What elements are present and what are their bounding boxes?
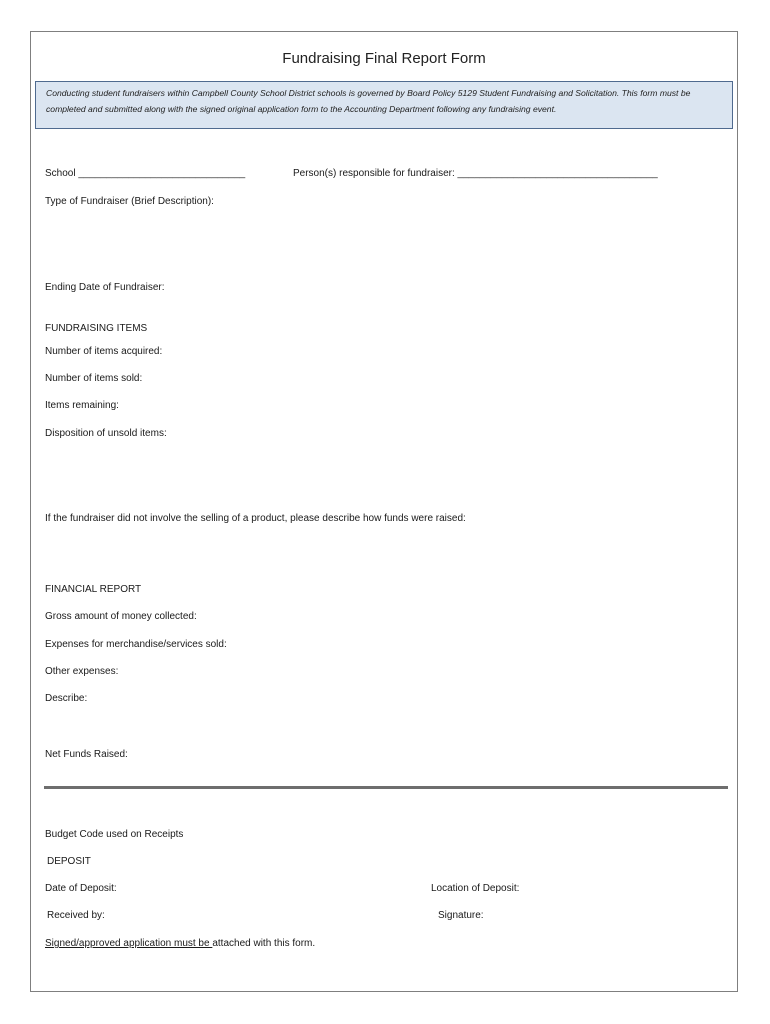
deposit-location-field[interactable]: Location of Deposit: (431, 883, 520, 894)
deposit-heading: DEPOSIT (47, 856, 91, 867)
section-divider (44, 786, 728, 789)
items-remaining-field[interactable]: Items remaining: (45, 400, 119, 411)
items-acquired-field[interactable]: Number of items acquired: (45, 346, 163, 357)
attachment-note (45, 938, 315, 949)
signature-field[interactable]: Signature: (438, 910, 484, 921)
deposit-date-field[interactable]: Date of Deposit: (45, 883, 117, 894)
attachment-note-underlined: Signed/approved application must be (45, 938, 213, 949)
budget-code-field[interactable]: Budget Code used on Receipts (45, 829, 184, 840)
other-expenses-field[interactable]: Other expenses: (45, 666, 119, 677)
non-product-description-field[interactable]: If the fundraiser did not involve the selling of a product, please describe how funds were raised: (45, 513, 466, 524)
unsold-disposition-field[interactable]: Disposition of unsold items: (45, 428, 167, 439)
form-page (30, 31, 738, 992)
gross-amount-field[interactable]: Gross amount of money collected: (45, 611, 197, 622)
financial-heading: FINANCIAL REPORT (45, 584, 142, 595)
describe-field[interactable]: Describe: (45, 693, 88, 704)
school-field[interactable]: School ______________________________ (45, 168, 246, 179)
attachment-note-rest: attached with this form. (212, 938, 316, 949)
net-funds-field[interactable]: Net Funds Raised: (45, 749, 128, 760)
items-sold-field[interactable]: Number of items sold: (45, 373, 143, 384)
merchandise-expenses-field[interactable]: Expenses for merchandise/services sold: (45, 639, 227, 650)
policy-notice: Conducting student fundraisers within Campbell County School District schools is governed by Board Policy 5129 Student Fundraising and Solicitation. This form must be completed and submitted along with the signed original application form to the Accounting Department following any fundraising event. (35, 81, 733, 129)
form-title: Fundraising Final Report Form (282, 50, 486, 67)
fundraiser-type-field[interactable]: Type of Fundraiser (Brief Description): (45, 196, 214, 207)
items-heading: FUNDRAISING ITEMS (45, 323, 148, 334)
received-by-field[interactable]: Received by: (47, 910, 105, 921)
ending-date-field[interactable]: Ending Date of Fundraiser: (45, 282, 165, 293)
responsible-person-field[interactable]: Person(s) responsible for fundraiser: ____________________________________ (293, 168, 658, 179)
